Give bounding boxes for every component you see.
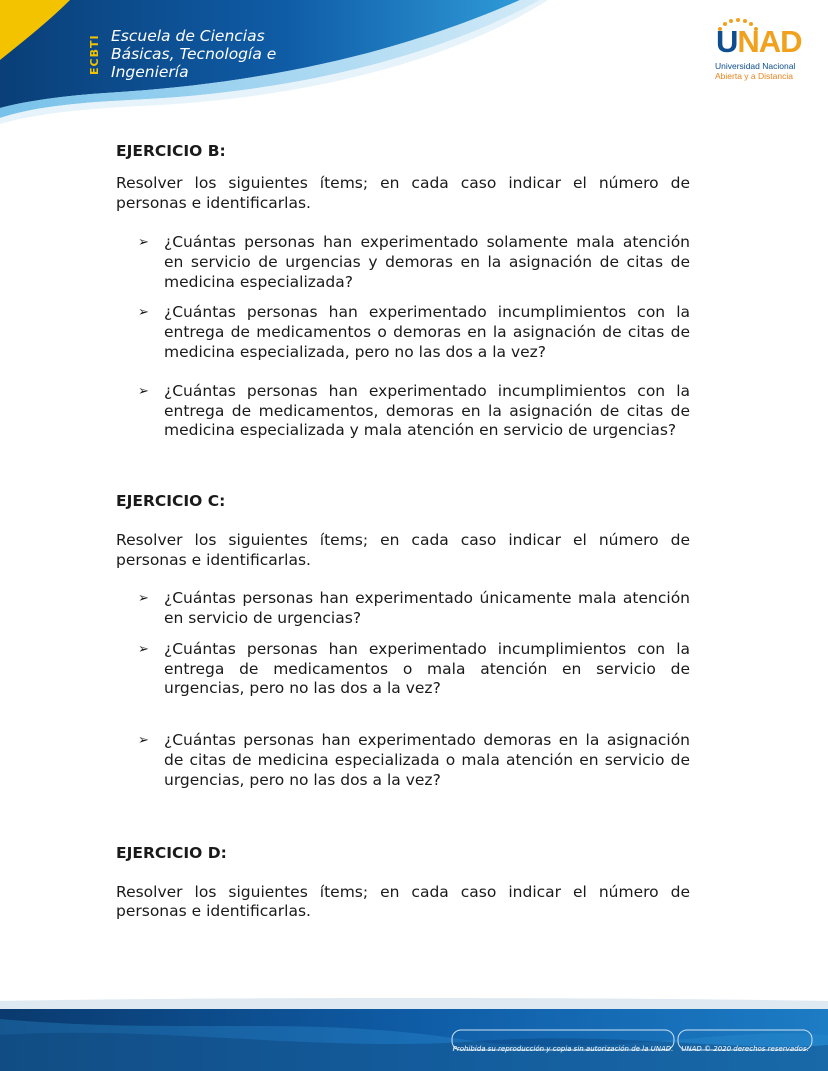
section-d-intro: Resolver los siguientes ítems; en cada caso indicar el número de personas e identificarlas. <box>116 882 690 921</box>
school-name-line-1: Escuela de Ciencias <box>111 27 265 45</box>
arrow-bullet-icon: ➢ <box>138 235 149 250</box>
section-d-title: EJERCICIO D: <box>116 843 227 862</box>
arrow-bullet-icon: ➢ <box>138 383 149 399</box>
page-header <box>0 0 828 125</box>
footer-banner-graphic <box>0 995 828 1071</box>
school-name-line-2: Básicas, Tecnología e <box>111 45 277 63</box>
list-item: ➢ ¿Cuántas personas han experimentado solamente mala atención en servicio de urgencias y demoras en la asignación de citas de medicina especializada? <box>138 233 690 291</box>
arrow-bullet-icon: ➢ <box>138 591 149 607</box>
footer-rights-notice: UNAD © 2020 derechos reservados. <box>681 1045 809 1053</box>
logo-subtitle-1: Universidad Nacional <box>715 61 796 71</box>
ecbti-label: ECBTI <box>88 34 101 76</box>
section-c-intro: Resolver los siguientes ítems; en cada caso indicar el número de personas e identificarlas. <box>116 531 690 569</box>
list-item: ➢ ¿Cuántas personas han experimentado únicamente mala atención en servicio de urgencias? <box>138 589 690 627</box>
section-c-title: EJERCICIO C: <box>116 492 226 511</box>
arrow-bullet-icon: ➢ <box>138 641 149 657</box>
school-name-line-3: Ingeniería <box>111 63 189 81</box>
section-b-intro: Resolver los siguientes ítems; en cada caso indicar el número de personas e identificarlas. <box>116 174 690 212</box>
section-c-list <box>116 589 690 790</box>
list-item: ➢ ¿Cuántas personas han experimentado incumplimientos con la entrega de medicamentos o mala atención en servicio de urgencias, pero no las dos a la vez? <box>138 639 690 698</box>
logo-subtitle-2: Abierta y a Distancia <box>715 71 793 81</box>
list-item: ➢ ¿Cuántas personas han experimentado incumplimientos con la entrega de medicamentos, demoras en la asignación de citas de medicina especializada y mala atención en servicio de urgencias? <box>138 381 690 440</box>
section-b-title: EJERCICIO B: <box>116 142 226 160</box>
arrow-bullet-icon: ➢ <box>138 305 149 321</box>
document-body <box>116 141 690 922</box>
footer-copyright-notice: Prohibida su reproducción y copia sin autorización de la UNAD. <box>452 1045 674 1053</box>
list-item: ➢ ¿Cuántas personas han experimentado incumplimientos con la entrega de medicamentos o demoras en la asignación de citas de medicina especializada, pero no las dos a la vez? <box>138 303 690 361</box>
list-item: ➢ ¿Cuántas personas han experimentado demoras en la asignación de citas de medicina especializada o mala atención en servicio de urgencias, pero no las dos a la vez? <box>138 731 690 789</box>
school-name <box>111 27 276 81</box>
page-footer <box>0 995 828 1071</box>
arrow-bullet-icon: ➢ <box>138 733 149 749</box>
unad-logo <box>712 18 804 82</box>
logo-wordmark: UNAD <box>716 24 802 59</box>
section-b-list <box>116 233 690 441</box>
